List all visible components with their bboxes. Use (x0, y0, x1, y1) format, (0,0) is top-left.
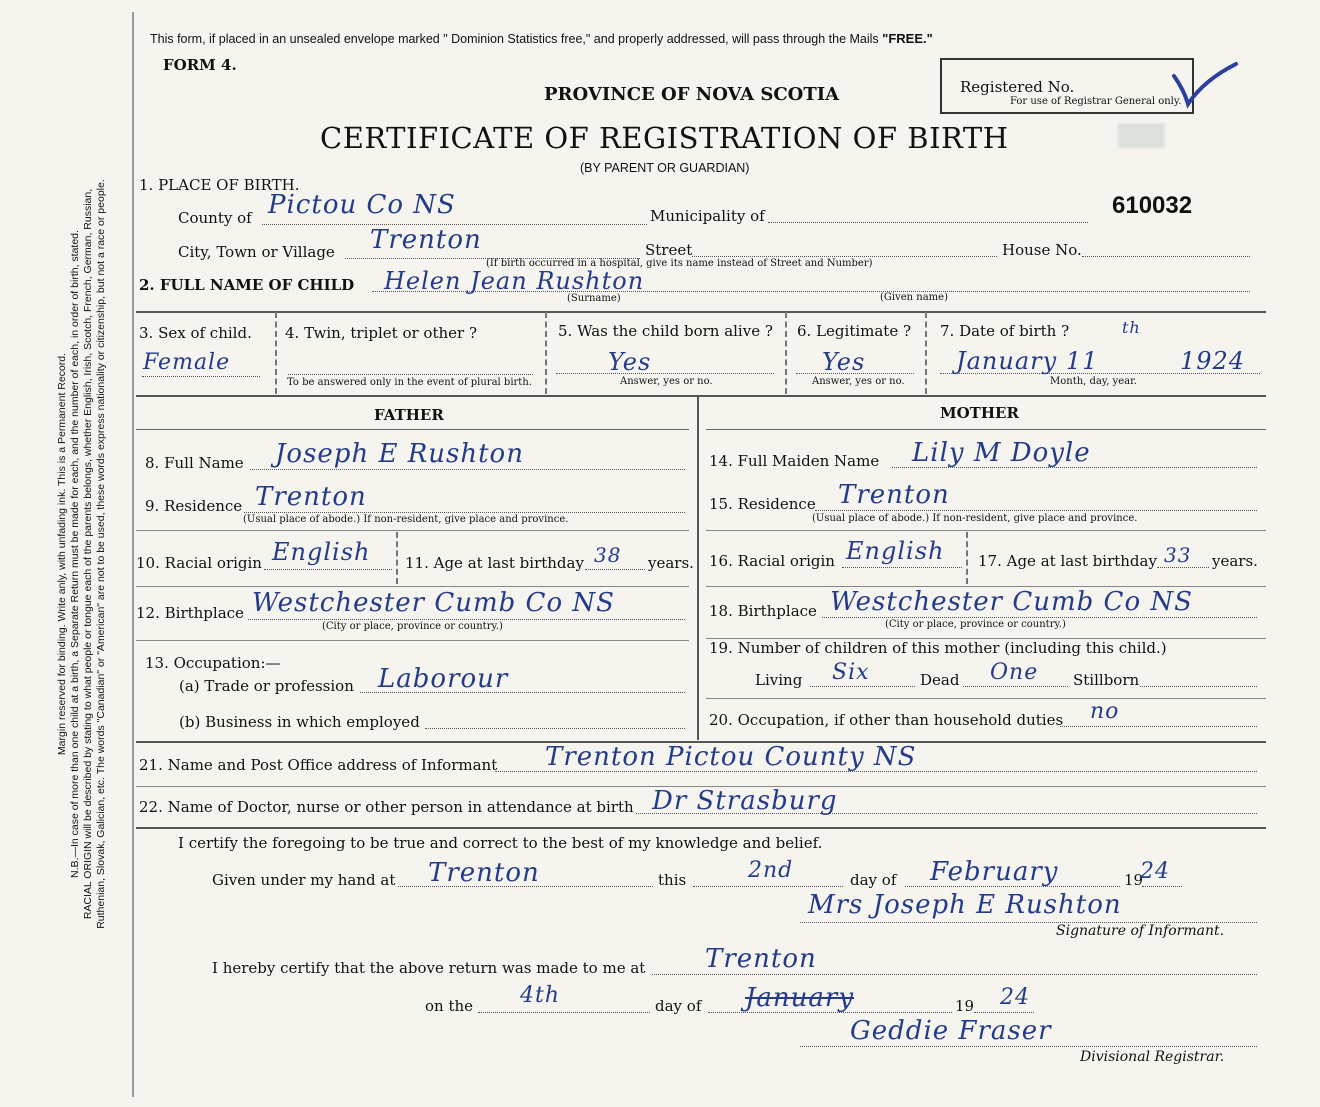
mother-racial-age-divider (966, 532, 968, 584)
municipality-label: Municipality of (650, 207, 765, 225)
mother-racial-line (842, 567, 962, 568)
dead-label: Dead (920, 671, 960, 689)
informant-value: Trenton Pictou County NS (545, 742, 917, 772)
father-years-label: years. (648, 554, 694, 572)
form-number: FORM 4. (163, 56, 237, 74)
mother-residence-label: 15. Residence (709, 495, 816, 513)
divider-6-7 (925, 312, 927, 394)
informant-label: 21. Name and Post Office address of Informant (139, 756, 498, 774)
rule-below-row (136, 395, 1266, 397)
municipality-line (768, 222, 1088, 223)
registrar-statement: I hereby certify that the above return was made to me at (212, 959, 646, 977)
father-residence-note: (Usual place of abode.) If non-resident, give place and province. (243, 514, 569, 525)
mother-heading-rule (706, 429, 1266, 430)
father-birthplace-note: (City or place, province or country.) (322, 621, 503, 632)
divider-3-4 (275, 312, 277, 394)
father-heading-rule (136, 429, 689, 430)
date-of-birth-label: 7. Date of birth ? (940, 322, 1070, 340)
child-name-label: 2. FULL NAME OF CHILD (139, 276, 355, 294)
birth-year-value: 1924 (1180, 347, 1246, 375)
father-birthplace-value: Westchester Cumb Co NS (252, 588, 615, 618)
registered-number-box (940, 58, 1194, 114)
binding-margin (36, 12, 128, 1097)
day-value: 2nd (748, 858, 794, 883)
mother-racial-label: 16. Racial origin (709, 552, 835, 570)
divider-5-6 (785, 312, 787, 394)
check-mark-icon (1170, 62, 1240, 112)
father-birthplace-label: 12. Birthplace (136, 604, 244, 622)
sex-line (142, 376, 260, 377)
father-age-value: 38 (594, 543, 622, 567)
divider-4-5 (545, 312, 547, 394)
given-label: Given under my hand at (212, 871, 396, 889)
registered-note: For use of Registrar General only. (1010, 96, 1182, 107)
father-name-value: Joseph E Rushton (275, 439, 524, 469)
certificate-subtitle: (BY PARENT OR GUARDIAN) (580, 161, 750, 175)
surname-note: (Surname) (567, 293, 621, 304)
house-number-line (1082, 256, 1250, 257)
margin-rule (132, 12, 134, 1097)
reg-month-value: January (745, 983, 855, 1013)
registered-label: Registered No. (960, 78, 1075, 96)
father-name-line (250, 469, 685, 470)
mother-age-line (1157, 567, 1209, 568)
sex-label: 3. Sex of child. (139, 324, 252, 342)
stillborn-label: Stillborn (1073, 671, 1140, 689)
rule-after-age-f (136, 586, 689, 587)
street-line (692, 256, 997, 257)
doctor-value: Dr Strasburg (652, 786, 838, 816)
living-label: Living (755, 671, 803, 689)
mail-notice (150, 32, 933, 46)
mail-notice-text: This form, if placed in an unsealed envelope marked " Dominion Statistics free," and properly addressed, will pass through the Mails (150, 32, 879, 46)
plural-birth-note: To be answered only in the event of plural birth. (287, 377, 532, 388)
registrar-signature-line (800, 1046, 1257, 1047)
mother-occupation-label: 20. Occupation, if other than household duties (709, 711, 1064, 729)
margin-line-1: Margin reserved for binding. Write anly, with unfading ink. This is a Permanent Record. (56, 352, 68, 756)
margin-notes (56, 19, 108, 1089)
dead-value: One (990, 660, 1039, 685)
rule-after-children (706, 698, 1266, 699)
reg-year-value: 24 (1000, 985, 1030, 1010)
father-residence-value: Trenton (255, 482, 367, 512)
house-number-label: House No. (1002, 241, 1082, 259)
mother-birthplace-note: (City or place, province or country.) (885, 619, 1066, 630)
given-name-note: (Given name) (880, 292, 948, 303)
father-birthplace-line (248, 619, 685, 620)
rule-after-residence-f (136, 530, 689, 531)
month-value: February (930, 857, 1059, 887)
mother-age-label: 17. Age at last birthday (978, 552, 1157, 570)
occupation-label: 13. Occupation:— (145, 654, 281, 672)
rule-above-row (136, 311, 1266, 313)
born-alive-label: 5. Was the child born alive ? (558, 322, 773, 340)
mother-residence-line (815, 510, 1257, 511)
rule-after-birthplace-f (136, 640, 689, 641)
date-of-birth-value: January 11 (956, 347, 1099, 375)
date-of-birth-suffix: th (1122, 318, 1141, 337)
hospital-note: (If birth occurred in a hospital, give its name instead of Street and Number) (486, 258, 873, 269)
province-heading: PROVINCE OF NOVA SCOTIA (544, 84, 840, 105)
city-value: Trenton (370, 225, 482, 255)
registrar-place-line (652, 974, 1257, 975)
reg-day-value: 4th (520, 983, 561, 1008)
serial-number: 610032 (1112, 192, 1193, 219)
mother-occupation-line (1060, 726, 1257, 727)
certificate-title: CERTIFICATE OF REGISTRATION OF BIRTH (320, 121, 1009, 155)
mother-racial-value: English (846, 537, 945, 565)
father-residence-label: 9. Residence (145, 497, 243, 515)
doctor-label: 22. Name of Doctor, nurse or other person in attendance at birth (139, 798, 634, 816)
year-value: 24 (1140, 859, 1170, 884)
margin-line-2: N.B.—In case of more than one child at a birth, a Separate Return must be made for each, and the number of each, in order of birth, stated. (69, 230, 81, 878)
father-residence-line (244, 512, 685, 513)
reg-day-line (478, 1012, 650, 1013)
mother-age-value: 33 (1164, 543, 1192, 567)
trade-value: Laborour (378, 664, 509, 694)
dead-line (963, 686, 1068, 687)
father-age-label: 11. Age at last birthday (405, 554, 584, 572)
free-label: "FREE." (882, 31, 933, 46)
faded-stamp: ▒▒▒ (1118, 122, 1165, 147)
mother-name-value: Lily M Doyle (912, 438, 1091, 468)
mother-residence-note: (Usual place of abode.) If non-resident, give place and province. (812, 513, 1138, 524)
mother-heading: MOTHER (940, 404, 1019, 422)
day-of-label: day of (850, 871, 897, 889)
legitimate-value: Yes (822, 348, 866, 376)
given-place-value: Trenton (428, 858, 540, 888)
mother-name-label: 14. Full Maiden Name (709, 452, 880, 470)
year-line (1142, 886, 1182, 887)
child-name-value: Helen Jean Rushton (384, 267, 645, 295)
born-alive-value: Yes (608, 348, 652, 376)
father-racial-age-divider (396, 532, 398, 584)
county-value: Pictou Co NS (268, 190, 456, 220)
born-alive-note: Answer, yes or no. (620, 376, 713, 387)
reg-year-line (974, 1012, 1034, 1013)
on-the-label: on the (425, 997, 474, 1015)
year-prefix: 19 (1124, 871, 1144, 889)
margin-line-3: RACIAL ORIGIN will be described by stating to what people or tongue each of the parents belongs, whether English, Irish, Scotch, French, German, Russian, (82, 188, 94, 920)
informant-signature: Mrs Joseph E Rushton (808, 890, 1122, 920)
mother-residence-value: Trenton (838, 480, 950, 510)
living-line (810, 686, 915, 687)
city-label: City, Town or Village (178, 243, 335, 261)
reg-day-of-label: day of (655, 997, 702, 1015)
rule-after-doctor (136, 827, 1266, 829)
trade-label: (a) Trade or profession (179, 677, 354, 695)
county-label: County of (178, 209, 252, 227)
date-of-birth-note: Month, day, year. (1050, 376, 1137, 387)
rule-after-residence-m (706, 530, 1266, 531)
this-label: this (658, 871, 687, 889)
registrar-place-value: Trenton (705, 944, 817, 974)
born-alive-line (556, 373, 774, 374)
signature-caption: Signature of Informant. (1056, 923, 1225, 939)
father-age-line (585, 569, 645, 570)
father-heading: FATHER (374, 406, 444, 424)
margin-line-4: Ruthenian, Slovak, Galician, etc. The words "Canadian" or "American" are not to be used, these words express nationality or citizenship, but not a race or people. (95, 179, 107, 929)
certify-statement: I certify the foregoing to be true and correct to the best of my knowledge and belief. (178, 834, 823, 852)
legitimate-note: Answer, yes or no. (812, 376, 905, 387)
plural-birth-label: 4. Twin, triplet or other ? (285, 324, 477, 342)
place-of-birth-heading: 1. PLACE OF BIRTH. (139, 176, 300, 194)
registrar-signature: Geddie Fraser (850, 1016, 1052, 1046)
street-label: Street (645, 241, 693, 259)
father-name-label: 8. Full Name (145, 454, 244, 472)
mother-occupation-value: no (1090, 699, 1120, 724)
father-racial-line (264, 569, 392, 570)
mother-birthplace-line (822, 617, 1257, 618)
mother-birthplace-value: Westchester Cumb Co NS (830, 587, 1193, 617)
day-line (693, 886, 843, 887)
father-racial-value: English (272, 538, 371, 566)
sex-value: Female (143, 350, 231, 375)
reg-year-prefix: 19 (955, 997, 975, 1015)
children-count-label: 19. Number of children of this mother (including this child.) (709, 639, 1167, 657)
stillborn-line (1140, 686, 1257, 687)
mother-years-label: years. (1212, 552, 1258, 570)
plural-birth-line (288, 374, 533, 375)
registrar-caption: Divisional Registrar. (1080, 1049, 1225, 1065)
father-racial-label: 10. Racial origin (136, 554, 262, 572)
business-line (425, 728, 685, 729)
father-mother-divider (697, 397, 699, 740)
business-label: (b) Business in which employed (179, 713, 420, 731)
mother-birthplace-label: 18. Birthplace (709, 602, 817, 620)
living-value: Six (832, 660, 870, 685)
legitimate-label: 6. Legitimate ? (797, 322, 912, 340)
